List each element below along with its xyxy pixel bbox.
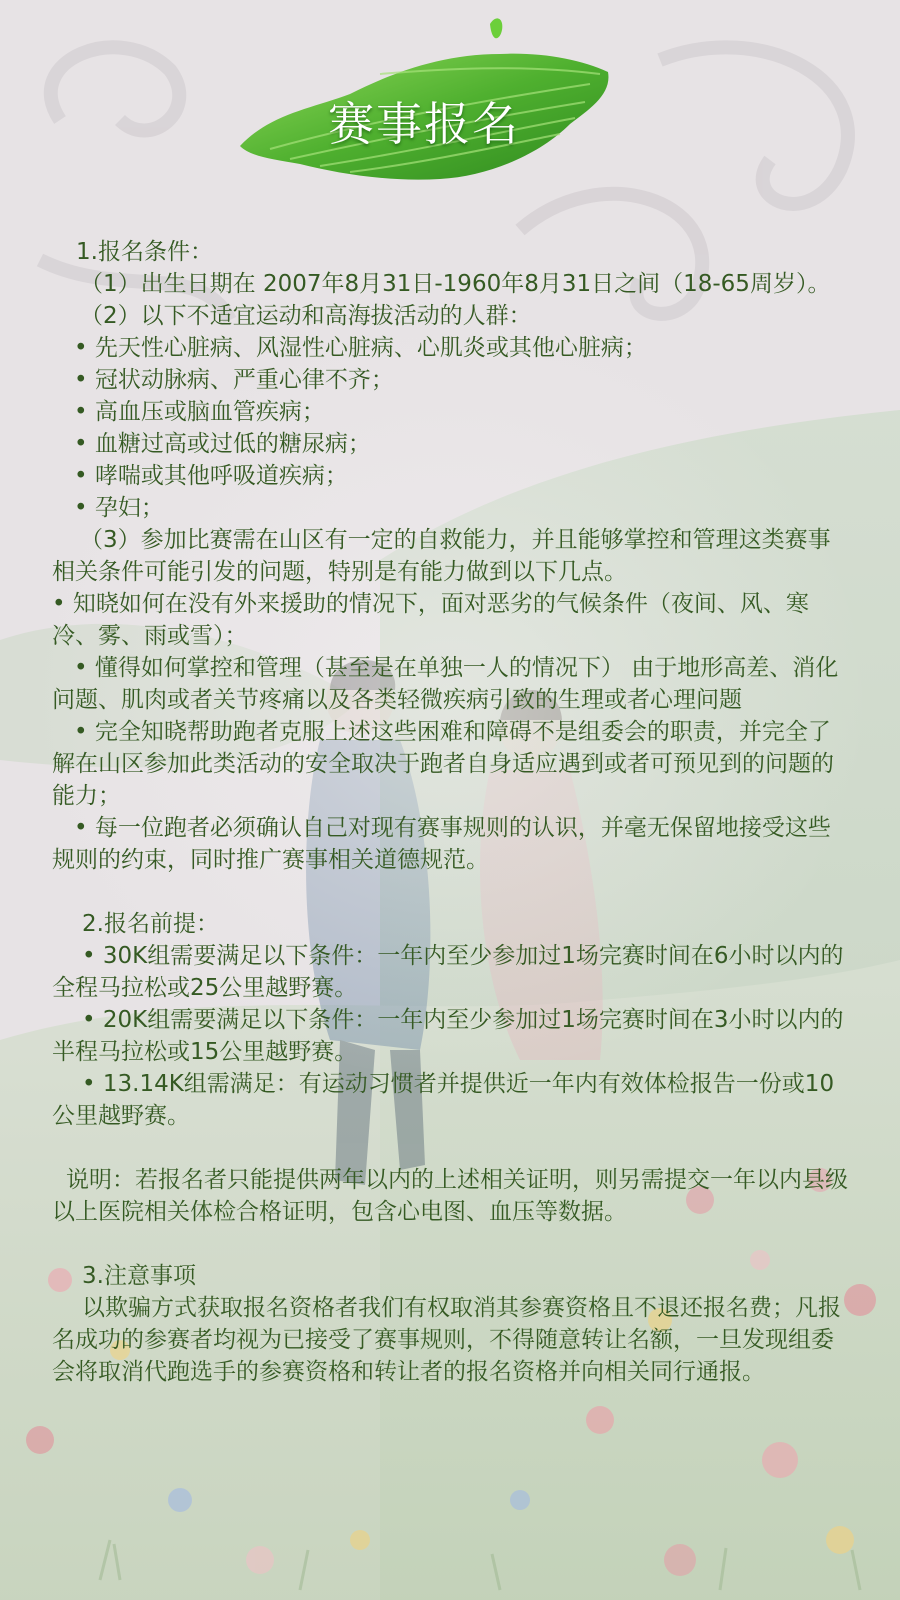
condition-item: • 高血压或脑血管疾病； bbox=[74, 399, 325, 425]
condition-item: • 血糖过高或过低的糖尿病； bbox=[74, 431, 371, 457]
notice-body: 以欺骗方式获取报名资格者我们有权取消其参赛资格且不退还报名费；凡报名成功的参赛者均视为已接受了赛事规则，不得随意转让名额，一旦发现组委会将取消代跑选手的参赛资格和转让者的报名资格并向相关同行通报。 bbox=[52, 1295, 841, 1385]
explanation-note: 说明：若报名者只能提供两年以内的上述相关证明，则另需提交一年以内县级以上医院相关体检合格证明，包含心电图、血压等数据。 bbox=[52, 1167, 848, 1225]
ability-item: • 完全知晓帮助跑者克服上述这些困难和障碍不是组委会的职责，并完全了解在山区参加此类活动的安全取决于跑者自身适应遇到或者可预见到的问题的能力； bbox=[52, 719, 834, 809]
ability-item: • 每一位跑者必须确认自己对现有赛事规则的认识，并毫无保留地接受这些规则的约束，同时推广赛事相关道德规范。 bbox=[52, 815, 831, 873]
section2-heading: 2.报名前提： bbox=[82, 911, 219, 937]
section1-heading: 1.报名条件： bbox=[76, 239, 213, 265]
condition-item: • 哮喘或其他呼吸道疾病； bbox=[74, 463, 348, 489]
ability-item: • 懂得如何掌控和管理（甚至是在单独一人的情况下） 由于地形高差、消化问题、肌肉或者关节疼痛以及各类轻微疾病引致的生理或者心理问题 bbox=[52, 655, 839, 713]
page-title: 赛事报名 bbox=[328, 97, 520, 151]
condition-item: • 先天性心脏病、风湿性心脏病、心肌炎或其他心脏病； bbox=[74, 335, 647, 361]
unsuitable-groups-heading: （2）以下不适宜运动和高海拔活动的人群： bbox=[80, 303, 532, 329]
condition-item: • 孕妇； bbox=[74, 495, 164, 521]
prerequisite-item: • 30K组需要满足以下条件：一年内至少参加过1场完赛时间在6小时以内的全程马拉松或25公里越野赛。 bbox=[52, 943, 844, 1001]
age-condition: （1）出生日期在 2007年8月31日-1960年8月31日之间（18-65周岁）。 bbox=[80, 271, 831, 297]
section3-heading: 3.注意事项 bbox=[82, 1263, 196, 1289]
prerequisite-item: • 13.14K组需满足：有运动习惯者并提供近一年内有效体检报告一份或10公里越野赛。 bbox=[52, 1071, 835, 1129]
prerequisite-item: • 20K组需要满足以下条件：一年内至少参加过1场完赛时间在3小时以内的半程马拉松或15公里越野赛。 bbox=[52, 1007, 844, 1065]
registration-content bbox=[52, 236, 852, 1388]
self-rescue-requirement: （3）参加比赛需在山区有一定的自救能力，并且能够掌控和管理这类赛事相关条件可能引发的问题，特别是有能力做到以下几点。 bbox=[52, 527, 831, 585]
ability-item: • 知晓如何在没有外来援助的情况下，面对恶劣的气候条件（夜间、风、寒冷、雾、雨或雪）； bbox=[52, 591, 809, 649]
condition-item: • 冠状动脉病、严重心律不齐； bbox=[74, 367, 394, 393]
